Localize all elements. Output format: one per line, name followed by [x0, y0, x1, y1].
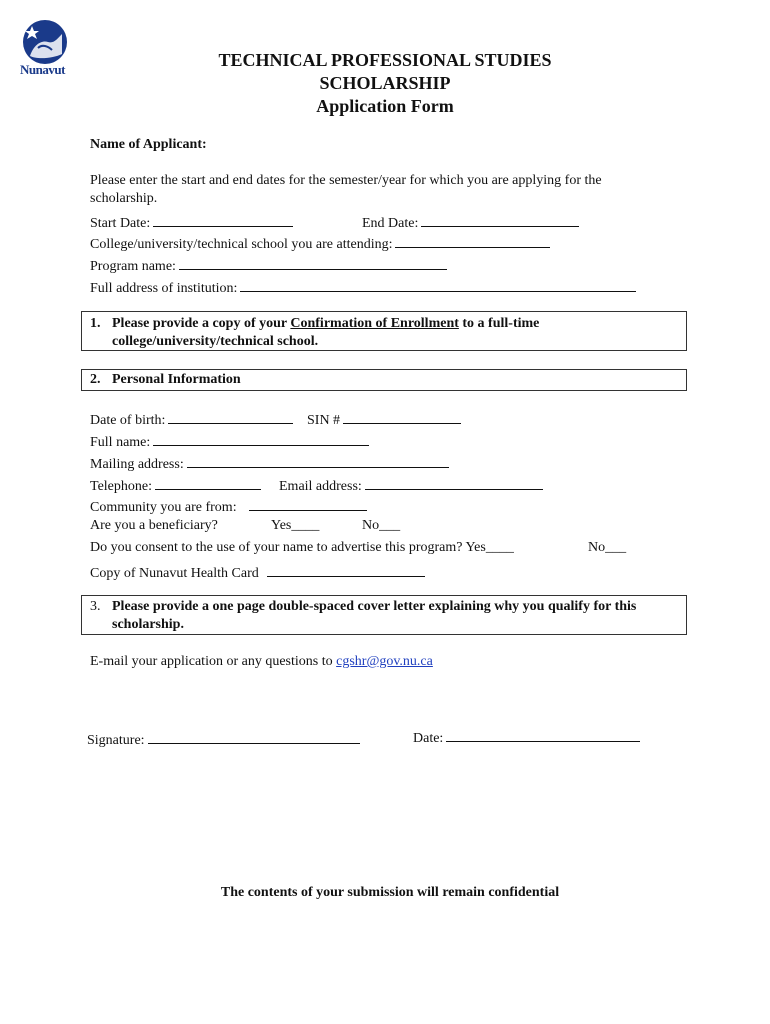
section-3-line-2: scholarship.	[112, 617, 184, 632]
signature-date-blank[interactable]	[446, 727, 640, 742]
section-2-number: 2.	[90, 372, 101, 387]
contact-line	[90, 654, 433, 670]
community-field[interactable]	[90, 496, 367, 516]
telephone-blank[interactable]	[155, 475, 261, 490]
title-line-1: TECHNICAL PROFESSIONAL STUDIES	[218, 50, 552, 70]
confirmation-of-enrollment: Confirmation of Enrollment	[290, 316, 459, 331]
beneficiary-yes-option[interactable]: Yes____	[271, 518, 320, 533]
signature-label: Signature:	[87, 733, 145, 748]
consent-question[interactable]: Do you consent to the use of your name to advertise this program? Yes____	[90, 540, 514, 555]
fullname-blank[interactable]	[153, 431, 369, 446]
title-line-3: Application Form	[316, 96, 454, 116]
end-date-field[interactable]	[362, 212, 579, 232]
telephone-field[interactable]	[90, 475, 261, 495]
sin-label: SIN #	[307, 413, 341, 428]
signature-date-label: Date:	[413, 731, 444, 746]
name-of-applicant-label: Name of Applicant:	[90, 137, 207, 152]
college-blank[interactable]	[395, 233, 550, 248]
program-blank[interactable]	[179, 255, 447, 270]
section-1-line-2: college/university/technical school.	[112, 334, 319, 349]
program-label: Program name:	[90, 259, 176, 274]
sin-blank[interactable]	[343, 409, 461, 424]
email-address-field[interactable]	[279, 475, 543, 495]
mailing-address-blank[interactable]	[187, 453, 449, 468]
start-date-label: Start Date:	[90, 216, 151, 231]
signature-date-field[interactable]	[413, 727, 640, 747]
sin-field[interactable]	[307, 409, 461, 429]
section-2-title: Personal Information	[112, 372, 241, 387]
community-blank[interactable]	[249, 496, 367, 511]
section-1-text-after: to a full-time	[462, 316, 540, 331]
beneficiary-question: Are you a beneficiary?	[90, 518, 218, 533]
dates-instruction-line-1: Please enter the start and end dates for the semester/year for which you are applying for the	[90, 173, 602, 188]
title-line-2: SCHOLARSHIP	[319, 73, 451, 93]
community-label: Community you are from:	[90, 500, 237, 515]
email-address-blank[interactable]	[365, 475, 543, 490]
email-address-label: Email address:	[279, 479, 362, 494]
program-field[interactable]	[90, 255, 447, 275]
signature-blank[interactable]	[148, 729, 360, 744]
health-card-label: Copy of Nunavut Health Card	[90, 566, 259, 581]
address-label: Full address of institution:	[90, 281, 238, 296]
start-date-field[interactable]	[90, 212, 293, 232]
dob-field[interactable]	[90, 409, 293, 429]
section-1-number: 1.	[90, 316, 101, 331]
end-date-blank[interactable]	[421, 212, 579, 227]
signature-field[interactable]	[87, 729, 360, 749]
mailing-address-field[interactable]	[90, 453, 449, 473]
start-date-blank[interactable]	[153, 212, 293, 227]
dates-instruction-line-2: scholarship.	[90, 191, 158, 206]
section-1-text-before: Please provide a copy of your	[112, 316, 287, 331]
contact-text: E-mail your application or any questions to	[90, 654, 333, 669]
telephone-label: Telephone:	[90, 479, 152, 494]
college-label: College/university/technical school you are attending:	[90, 237, 393, 252]
contact-email-link[interactable]: cgshr@gov.nu.ca	[336, 654, 433, 669]
address-field[interactable]	[90, 277, 636, 297]
section-3-line-1: Please provide a one page double-spaced cover letter explaining why you qualify for this	[112, 599, 637, 614]
beneficiary-no-option[interactable]: No___	[362, 518, 401, 533]
section-1-line-1	[112, 315, 539, 333]
fullname-field[interactable]	[90, 431, 369, 451]
health-card-field[interactable]	[90, 562, 425, 582]
end-date-label: End Date:	[362, 216, 419, 231]
address-blank[interactable]	[240, 277, 636, 292]
section-3-number: 3.	[90, 599, 101, 614]
logo-text: Nunavut	[20, 62, 65, 77]
confidentiality-notice: The contents of your submission will remain confidential	[220, 885, 560, 900]
dob-blank[interactable]	[168, 409, 293, 424]
college-field[interactable]	[90, 233, 550, 253]
consent-no-option[interactable]: No___	[588, 540, 627, 555]
fullname-label: Full name:	[90, 435, 151, 450]
health-card-blank[interactable]	[267, 562, 425, 577]
dob-label: Date of birth:	[90, 413, 166, 428]
mailing-address-label: Mailing address:	[90, 457, 184, 472]
